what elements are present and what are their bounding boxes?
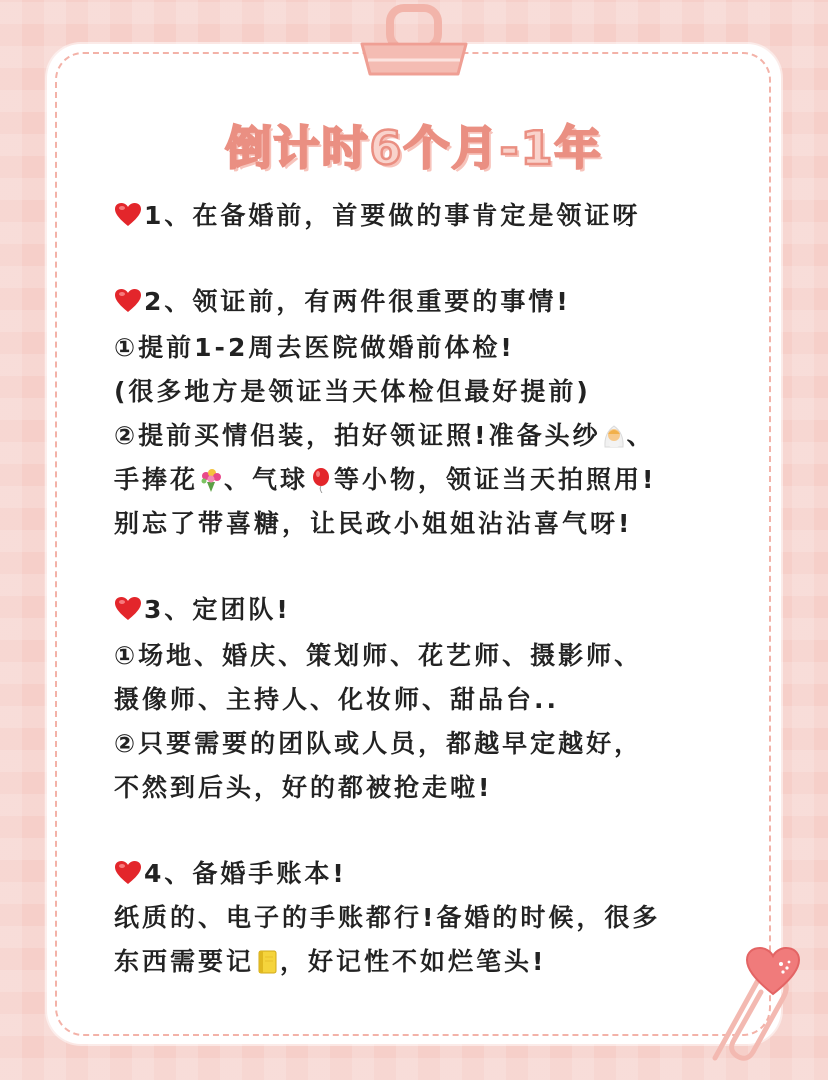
section-1-text: 1、在备婚前，首要做的事肯定是领证呀 xyxy=(144,201,641,230)
section-2-line-3-text: ②提前买情侣装，拍好领证照!准备头纱 xyxy=(114,421,601,450)
section-4-line-1: 纸质的、电子的手账都行!备婚的时候，很多 xyxy=(114,903,661,932)
balloon-icon xyxy=(308,467,334,493)
section-2-text: 2、领证前，有两件很重要的事情! xyxy=(144,287,571,316)
notebook-icon xyxy=(254,949,280,975)
section-2-line-4 xyxy=(114,458,656,502)
bride-with-veil-icon xyxy=(601,423,627,449)
section-3-text: 3、定团队! xyxy=(144,595,291,624)
section-3-heading xyxy=(114,588,291,632)
page-title: 倒计时6个月-1年 xyxy=(225,121,603,175)
red-heart-icon xyxy=(114,202,142,228)
binder-clip-icon xyxy=(354,4,474,80)
section-4-line-2 xyxy=(114,940,546,984)
heart-paperclip-icon xyxy=(695,938,805,1064)
section-2-line-4-text-c: 等小物，领证当天拍照用! xyxy=(334,465,657,494)
section-4-heading xyxy=(114,852,347,896)
red-heart-icon xyxy=(114,596,142,622)
section-3-line-2: 摄像师、主持人、化妆师、甜品台.. xyxy=(114,685,559,714)
section-4-line-2-text-a: 东西需要记 xyxy=(114,947,255,976)
section-2-line-3 xyxy=(114,414,655,458)
section-3-line-3: ②只要需要的团队或人员，都越早定越好， xyxy=(114,729,643,758)
red-heart-icon xyxy=(114,860,142,886)
section-3-line-4: 不然到后头，好的都被抢走啦! xyxy=(114,773,493,802)
red-heart-icon xyxy=(114,288,142,314)
section-1-heading xyxy=(114,194,640,238)
section-2-line-3-comma: 、 xyxy=(626,421,655,450)
section-4-line-2-text-b: ，好记性不如烂笔头! xyxy=(280,947,547,976)
section-2-line-1: ①提前1-2周去医院做婚前体检! xyxy=(114,333,515,362)
section-2-line-5: 别忘了带喜糖，让民政小姐姐沾沾喜气呀! xyxy=(114,509,633,538)
bouquet-icon xyxy=(198,467,224,493)
section-2-line-4-text-a: 手捧花 xyxy=(114,465,199,494)
section-3-line-1: ①场地、婚庆、策划师、花艺师、摄影师、 xyxy=(114,641,643,670)
section-2-line-2: (很多地方是领证当天体检但最好提前) xyxy=(114,377,591,406)
section-2-line-4-text-b: 、气球 xyxy=(224,465,309,494)
section-4-text: 4、备婚手账本! xyxy=(144,859,347,888)
section-2-heading xyxy=(114,280,571,324)
